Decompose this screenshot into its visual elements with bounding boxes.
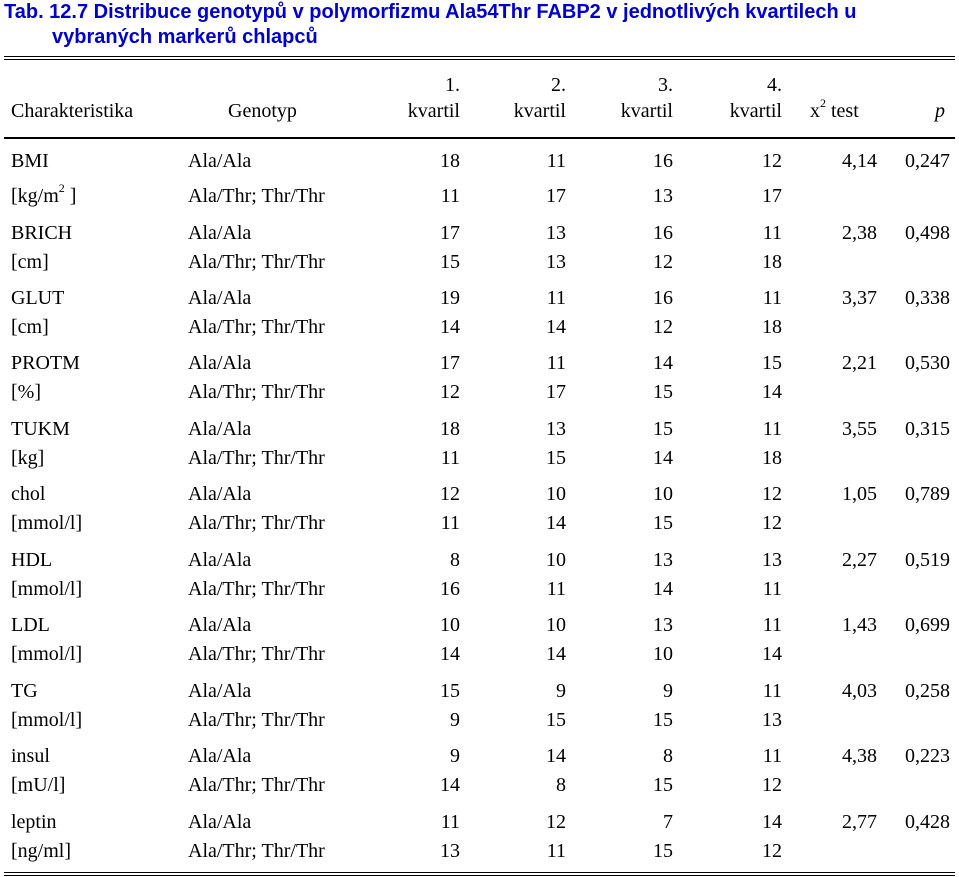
quartile-3-count: 16: [653, 287, 673, 309]
genotype-ala-thr-thr-thr: Ala/Thr; Thr/Thr: [188, 316, 325, 338]
genotype-ala-thr-thr-thr: Ala/Thr; Thr/Thr: [188, 512, 325, 534]
quartile-3-count: 14: [653, 447, 673, 469]
quartile-4-count: 11: [762, 614, 782, 636]
genotype-ala-ala: Ala/Ala: [188, 811, 252, 833]
caption-line-2: vybraných markerů chlapců: [52, 26, 318, 48]
characteristic-unit: [mmol/l]: [11, 643, 83, 665]
quartile-2-count: 11: [546, 578, 566, 600]
quartile-1-count: 19: [440, 287, 460, 309]
quartile-2-count: 10: [546, 614, 566, 636]
quartile-4-count: 17: [762, 185, 782, 207]
quartile-2-count: 17: [546, 185, 566, 207]
quartile-1-count: 15: [440, 251, 460, 273]
p-value: 0,315: [905, 418, 950, 440]
quartile-2-count: 9: [556, 680, 566, 702]
quartile-3-count: 12: [653, 316, 673, 338]
chi-square-value: 2,21: [842, 352, 877, 374]
table-bottom-rule: [4, 872, 955, 876]
header-chi-square-test: $x^2$ test: [810, 96, 859, 122]
quartile-3-count: 15: [653, 381, 673, 403]
p-value: 0,338: [905, 287, 950, 309]
quartile-2-count: 13: [546, 418, 566, 440]
chi-square-value: 2,27: [842, 549, 877, 571]
characteristic-name: leptin: [11, 811, 57, 833]
chi-square-value: 3,55: [842, 418, 877, 440]
quartile-1-count: 11: [440, 811, 460, 833]
quartile-4-count: 11: [762, 222, 782, 244]
quartile-4-count: 14: [762, 381, 782, 403]
genotype-ala-ala: Ala/Ala: [188, 287, 252, 309]
quartile-1-count: 9: [450, 709, 460, 731]
quartile-3-count: 16: [653, 222, 673, 244]
quartile-3-count: 15: [653, 840, 673, 862]
quartile-3-count: 10: [653, 483, 673, 505]
characteristic-name: GLUT: [11, 287, 65, 309]
header-q2-num: 2.: [551, 74, 566, 96]
genotype-ala-ala: Ala/Ala: [188, 352, 252, 374]
quartile-3-count: 15: [653, 709, 673, 731]
quartile-1-count: 8: [450, 549, 460, 571]
quartile-4-count: 12: [762, 774, 782, 796]
characteristic-unit: [cm]: [11, 251, 49, 273]
quartile-3-count: 15: [653, 512, 673, 534]
p-value: 0,258: [905, 680, 950, 702]
quartile-3-count: 13: [653, 549, 673, 571]
quartile-1-count: 10: [440, 614, 460, 636]
p-value: 0,789: [905, 483, 950, 505]
genotype-ala-ala: Ala/Ala: [188, 418, 252, 440]
quartile-3-count: 9: [663, 680, 673, 702]
chi-square-value: 1,05: [842, 483, 877, 505]
quartile-4-count: 18: [762, 316, 782, 338]
quartile-4-count: 13: [762, 549, 782, 571]
chi-square-value: 4,14: [842, 150, 877, 172]
quartile-4-count: 11: [762, 287, 782, 309]
quartile-1-count: 14: [440, 774, 460, 796]
chi-square-value: 3,37: [842, 287, 877, 309]
quartile-3-count: 16: [653, 150, 673, 172]
header-q4-num: 4.: [767, 74, 782, 96]
quartile-2-count: 10: [546, 483, 566, 505]
header-q1-num: 1.: [445, 74, 460, 96]
quartile-3-count: 10: [653, 643, 673, 665]
header-q3-label: kvartil: [620, 100, 673, 122]
quartile-2-count: 13: [546, 251, 566, 273]
quartile-1-count: 15: [440, 680, 460, 702]
characteristic-unit: [ng/ml]: [11, 840, 71, 862]
quartile-2-count: 8: [556, 774, 566, 796]
quartile-4-count: 14: [762, 643, 782, 665]
quartile-2-count: 12: [546, 811, 566, 833]
quartile-4-count: 11: [762, 680, 782, 702]
quartile-3-count: 15: [653, 774, 673, 796]
genotype-ala-thr-thr-thr: Ala/Thr; Thr/Thr: [188, 251, 325, 273]
quartile-1-count: 14: [440, 316, 460, 338]
quartile-1-count: 11: [440, 447, 460, 469]
genotype-ala-thr-thr-thr: Ala/Thr; Thr/Thr: [188, 774, 325, 796]
characteristic-name: TUKM: [11, 418, 70, 440]
quartile-2-count: 11: [546, 150, 566, 172]
quartile-3-count: 13: [653, 185, 673, 207]
quartile-4-count: 15: [762, 352, 782, 374]
quartile-1-count: 18: [440, 150, 460, 172]
p-value: 0,223: [905, 745, 950, 767]
chi-square-value: 4,38: [842, 745, 877, 767]
p-value: 0,530: [905, 352, 950, 374]
genotype-ala-thr-thr-thr: Ala/Thr; Thr/Thr: [188, 578, 325, 600]
characteristic-name: chol: [11, 483, 46, 505]
characteristic-unit: [mmol/l]: [11, 578, 83, 600]
genotype-ala-thr-thr-thr: Ala/Thr; Thr/Thr: [188, 709, 325, 731]
header-q4-label: kvartil: [729, 100, 782, 122]
quartile-3-count: 8: [663, 745, 673, 767]
chi-square-value: 4,03: [842, 680, 877, 702]
quartile-2-count: 10: [546, 549, 566, 571]
p-value: 0,428: [905, 811, 950, 833]
quartile-4-count: 12: [762, 512, 782, 534]
genotype-ala-thr-thr-thr: Ala/Thr; Thr/Thr: [188, 447, 325, 469]
characteristic-name: BRICH: [11, 222, 73, 244]
quartile-1-count: 12: [440, 483, 460, 505]
header-characteristic: Charakteristika: [11, 100, 134, 122]
p-value: 0,498: [905, 222, 950, 244]
characteristic-name: LDL: [11, 614, 50, 636]
quartile-2-count: 14: [546, 316, 566, 338]
chi-square-value: 1,43: [842, 614, 877, 636]
p-value: 0,247: [905, 150, 950, 172]
quartile-2-count: 15: [546, 709, 566, 731]
table-top-rule: [4, 56, 955, 60]
quartile-4-count: 12: [762, 840, 782, 862]
quartile-2-count: 14: [546, 643, 566, 665]
characteristic-unit: [mmol/l]: [11, 512, 83, 534]
genotype-ala-ala: Ala/Ala: [188, 549, 252, 571]
quartile-2-count: 14: [546, 745, 566, 767]
characteristic-unit: [$kg/m^2$ ]: [11, 181, 77, 207]
header-q1-label: kvartil: [407, 100, 460, 122]
quartile-4-count: 18: [762, 251, 782, 273]
quartile-3-count: 14: [653, 352, 673, 374]
quartile-3-count: 12: [653, 251, 673, 273]
quartile-4-count: 18: [762, 447, 782, 469]
header-q2-label: kvartil: [513, 100, 566, 122]
characteristic-unit: [cm]: [11, 316, 49, 338]
genotype-ala-thr-thr-thr: Ala/Thr; Thr/Thr: [188, 381, 325, 403]
p-value: 0,519: [905, 549, 950, 571]
quartile-1-count: 13: [440, 840, 460, 862]
characteristic-unit: [%]: [11, 381, 41, 403]
header-rule: [4, 137, 955, 139]
genotype-ala-ala: Ala/Ala: [188, 150, 252, 172]
quartile-4-count: 14: [762, 811, 782, 833]
quartile-4-count: 12: [762, 483, 782, 505]
quartile-2-count: 14: [546, 512, 566, 534]
genotype-ala-ala: Ala/Ala: [188, 745, 252, 767]
quartile-2-count: 11: [546, 840, 566, 862]
quartile-2-count: 11: [546, 352, 566, 374]
characteristic-unit: [mmol/l]: [11, 709, 83, 731]
quartile-3-count: 14: [653, 578, 673, 600]
quartile-1-count: 16: [440, 578, 460, 600]
characteristic-name: PROTM: [11, 352, 80, 374]
quartile-3-count: 7: [663, 811, 673, 833]
characteristic-name: insul: [11, 745, 50, 767]
p-value: 0,699: [905, 614, 950, 636]
quartile-4-count: 11: [762, 418, 782, 440]
quartile-1-count: 12: [440, 381, 460, 403]
quartile-4-count: 11: [762, 745, 782, 767]
header-p-value: p: [935, 100, 945, 122]
characteristic-name: TG: [11, 680, 38, 702]
quartile-1-count: 11: [440, 185, 460, 207]
table-caption: [4, 0, 949, 50]
genotype-ala-thr-thr-thr: Ala/Thr; Thr/Thr: [188, 643, 325, 665]
quartile-1-count: 14: [440, 643, 460, 665]
quartile-1-count: 17: [440, 222, 460, 244]
chi-square-value: 2,38: [842, 222, 877, 244]
caption-line-1: Tab. 12.7 Distribuce genotypů v polymorfizmu Ala54Thr FABP2 v jednotlivých kvartilech u: [4, 1, 857, 23]
genotype-ala-ala: Ala/Ala: [188, 614, 252, 636]
quartile-1-count: 11: [440, 512, 460, 534]
quartile-1-count: 18: [440, 418, 460, 440]
quartile-4-count: 12: [762, 150, 782, 172]
quartile-2-count: 13: [546, 222, 566, 244]
quartile-2-count: 11: [546, 287, 566, 309]
characteristic-unit: [kg]: [11, 447, 45, 469]
genotype-ala-thr-thr-thr: Ala/Thr; Thr/Thr: [188, 840, 325, 862]
genotype-ala-thr-thr-thr: Ala/Thr; Thr/Thr: [188, 185, 325, 207]
quartile-4-count: 13: [762, 709, 782, 731]
quartile-3-count: 15: [653, 418, 673, 440]
characteristic-unit: [mU/l]: [11, 774, 66, 796]
quartile-3-count: 13: [653, 614, 673, 636]
header-genotype: Genotyp: [228, 100, 297, 122]
genotype-ala-ala: Ala/Ala: [188, 222, 252, 244]
characteristic-name: HDL: [11, 549, 53, 571]
header-q3-num: 3.: [658, 74, 673, 96]
genotype-ala-ala: Ala/Ala: [188, 680, 252, 702]
characteristic-name: BMI: [11, 150, 49, 172]
genotype-ala-ala: Ala/Ala: [188, 483, 252, 505]
quartile-1-count: 17: [440, 352, 460, 374]
quartile-1-count: 9: [450, 745, 460, 767]
quartile-2-count: 15: [546, 447, 566, 469]
chi-square-value: 2,77: [842, 811, 877, 833]
quartile-2-count: 17: [546, 381, 566, 403]
quartile-4-count: 11: [762, 578, 782, 600]
